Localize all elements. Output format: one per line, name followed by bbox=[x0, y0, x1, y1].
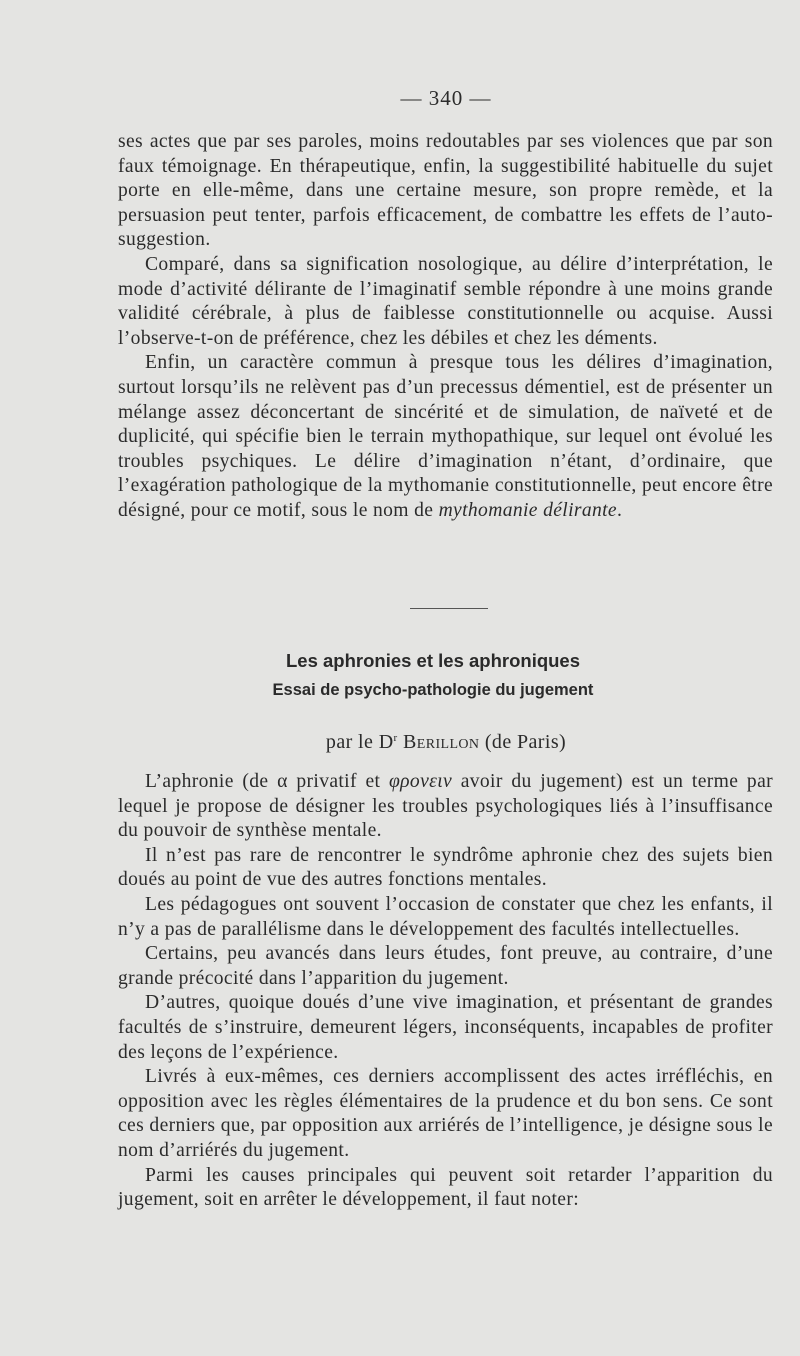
paragraph-text: avoir du jugement) est un terme par lequel je propose de désigner les troubles psychologiques liés à l’insuffisance du pouvoir de synthèse mentale. bbox=[118, 771, 773, 842]
byline-prefix: par le D bbox=[325, 731, 394, 753]
page-number: — 340 — bbox=[400, 86, 492, 110]
paragraph-text: privatif et bbox=[287, 771, 389, 792]
author-byline bbox=[0, 731, 800, 754]
paragraph: D’autres, quoique doués d’une vive imagination, et présentant de grandes facultés de s’instruire, demeurent légers, inconséquents, incapables de profiter des leçons de l’expérience. bbox=[118, 992, 773, 1063]
paragraph: Les pédagogues ont souvent l’occasion de constater que chez les enfants, il n’y a pas de parallélisme dans le développement des facultés intellectuelles. bbox=[118, 893, 773, 940]
paragraph: Parmi les causes principales qui peuvent soit retarder l’apparition du jugement, soit en arrêter le développement, il faut noter: bbox=[118, 1164, 773, 1211]
paragraph-end: . bbox=[616, 499, 623, 521]
paragraph bbox=[118, 351, 773, 523]
paragraph: Livrés à eux-mêmes, ces derniers accomplissent des actes irréfléchis, en opposition avec les règles élémentaires de la prudence et du bon sens. Ce sont ces derniers que, par opposition aux arriérés de l’intelligence, je désigne sous le nom d’arriérés du jugement. bbox=[118, 1066, 773, 1161]
greek-word: φρονειν bbox=[388, 771, 453, 792]
section-separator bbox=[410, 608, 488, 609]
italic-term: mythomanie délirante bbox=[438, 499, 617, 521]
paragraph: Comparé, dans sa signification nosologique, au délire d’interprétation, le mode d’activité délirante de l’imaginatif semble répondre à une moins grande validité cérébrale, à plus de faiblesse constitutionnelle ou acquise. Aussi l’observe-t-on de préférence, chez les débiles et chez les déments. bbox=[118, 253, 773, 349]
previous-article-ending bbox=[118, 130, 773, 524]
author-location: (de Paris) bbox=[484, 731, 567, 753]
paragraph: Il n’est pas rare de rencontrer le syndrôme aphronie chez des sujets bien doués au point de vue des autres fonctions mentales. bbox=[118, 844, 773, 891]
paragraph-text: Enfin, un caractère commun à presque tous les délires d’imagination, surtout lorsqu’ils ne relèvent pas d’un precessus démentiel, est de présenter un mélange assez déconcertant de sincérité et de simulation, de naïveté et de duplicité, qui spécifie bien le terrain mythopathique, sur lequel ont évolué les troubles psychiques. Le délire d’imagination n’étant, d’ordinaire, que l’exagération pathologique de la mythomanie constitutionnelle, peut encore être désigné, pour ce motif, sous le nom de bbox=[118, 352, 773, 521]
article-body bbox=[118, 770, 773, 1213]
paragraph-text: L’aphronie (de bbox=[145, 771, 278, 792]
paragraph: ses actes que par ses paroles, moins redoutables par ses violences que par son faux témoignage. En thérapeutique, enfin, la suggestibilité habituelle du sujet porte en elle-même, dans une certaine mesure, son propre remède, et la persuasion peut tenter, parfois efficacement, de combattre les effets de l’auto-suggestion. bbox=[118, 131, 773, 251]
author-name: Berillon bbox=[403, 731, 480, 753]
article-subtitle: Essai de psycho-pathologie du jugement bbox=[272, 681, 594, 699]
article-title: Les aphronies et les aphroniques bbox=[285, 650, 581, 671]
greek-alpha: α bbox=[277, 771, 288, 792]
byline-superscript: r bbox=[393, 732, 398, 744]
paragraph bbox=[118, 770, 773, 844]
paragraph: Certains, peu avancés dans leurs études, font preuve, au contraire, d’une grande précocité dans l’apparition du jugement. bbox=[118, 943, 773, 989]
